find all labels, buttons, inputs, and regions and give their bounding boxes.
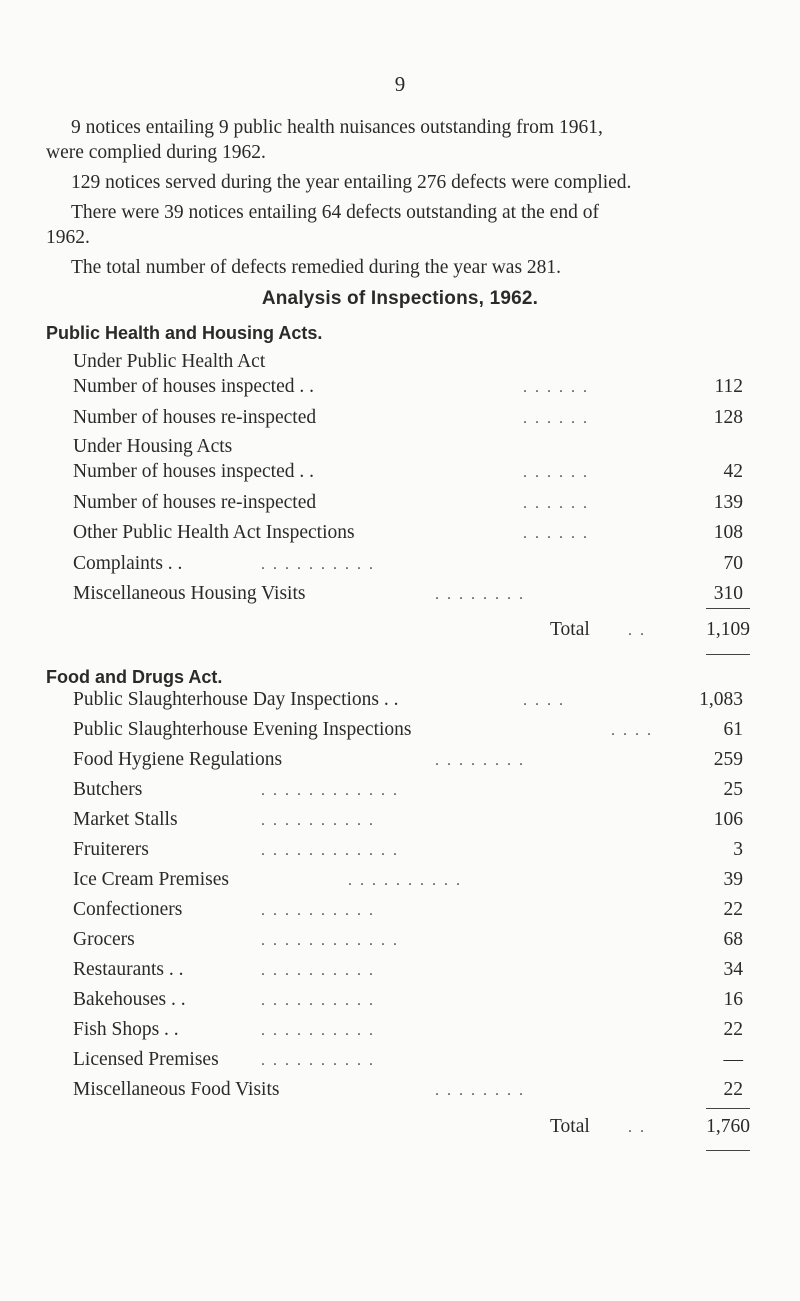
row-label: Number of houses inspected . .	[73, 376, 314, 397]
table-row	[73, 959, 743, 989]
table-row	[73, 989, 743, 1019]
row-value: 68	[723, 929, 743, 950]
total-value: 1,109	[706, 619, 750, 640]
total-rule	[706, 654, 750, 655]
row-value: 42	[723, 461, 743, 482]
leader-dots: . . . .	[523, 692, 565, 709]
row-label: Food Hygiene Regulations	[73, 749, 283, 770]
row-value: 310	[713, 583, 743, 604]
table-row	[73, 809, 743, 839]
leader-dots: . . . . . . . . . .	[261, 556, 375, 573]
row-label: Fish Shops . .	[73, 1019, 179, 1040]
row-label: Number of houses re-inspected	[73, 407, 317, 428]
leader-dots: . . . . . . . . . .	[261, 992, 375, 1009]
table-row	[73, 689, 743, 719]
table-row	[73, 1079, 743, 1109]
table-row	[73, 376, 743, 406]
row-label: Bakehouses . .	[73, 989, 186, 1010]
table-row	[73, 583, 743, 613]
row-label: Fruiterers	[73, 839, 149, 860]
total-rule	[706, 1150, 750, 1151]
leader-dots: . . . . . .	[523, 379, 589, 396]
leader-dots: . . . .	[611, 722, 653, 739]
table-row	[73, 1049, 743, 1079]
row-value: 70	[723, 553, 743, 574]
leader-dots: . . . . . . . . . .	[261, 962, 375, 979]
row-label: Butchers	[73, 779, 143, 800]
table-row	[73, 1019, 743, 1049]
public-health-heading: Public Health and Housing Acts.	[46, 323, 323, 343]
row-value: 139	[713, 492, 743, 513]
row-value: 1,083	[699, 689, 743, 710]
row-label: Ice Cream Premises	[73, 869, 229, 890]
leader-dots: . . . . . . . . . . . .	[261, 842, 399, 859]
row-value: 22	[723, 1019, 743, 1040]
row-value: 3	[733, 839, 743, 860]
table-row	[73, 839, 743, 869]
leader-dots: . . . . . .	[523, 525, 589, 542]
row-value: —	[723, 1049, 743, 1070]
total-value: 1,760	[706, 1116, 750, 1137]
paragraph-defects-remedied: The total number of defects remedied during the year was 281.	[71, 257, 562, 278]
table-row	[73, 869, 743, 899]
row-label: Miscellaneous Housing Visits	[73, 583, 306, 604]
food-drugs-heading: Food and Drugs Act.	[46, 667, 223, 687]
row-value: 106	[713, 809, 743, 830]
leader-dots: . . . . . .	[523, 410, 589, 427]
public-health-act-subheading: Under Public Health Act	[73, 351, 266, 372]
row-label: Market Stalls	[73, 809, 178, 830]
paragraph-notices-1961-cont: were complied during 1962.	[46, 142, 266, 163]
leader-dots: . . . . . . . .	[435, 752, 525, 769]
table-row	[73, 929, 743, 959]
subtotal-rule	[706, 608, 750, 609]
leader-dots: . . . . . .	[523, 495, 589, 512]
leader-dots: . . . . . . . . . .	[261, 812, 375, 829]
row-value: 128	[713, 407, 743, 428]
leader-dots: . .	[628, 1119, 646, 1136]
paragraph-notices-outstanding-cont: 1962.	[46, 227, 90, 248]
leader-dots: . . . . . . . . . .	[261, 1022, 375, 1039]
leader-dots: . .	[628, 622, 646, 639]
row-label: Restaurants . .	[73, 959, 184, 980]
row-value: 34	[723, 959, 743, 980]
paragraph-notices-served: 129 notices served during the year entailing 276 defects were complied.	[71, 172, 632, 193]
housing-acts-subheading: Under Housing Acts	[73, 436, 233, 457]
row-value: 259	[713, 749, 743, 770]
table-row	[73, 461, 743, 491]
leader-dots: . . . . . . . . . . . .	[261, 932, 399, 949]
table-row	[73, 719, 743, 749]
leader-dots: . . . . . . . .	[435, 1082, 525, 1099]
row-value: 22	[723, 1079, 743, 1100]
analysis-title: Analysis of Inspections, 1962.	[261, 288, 539, 309]
row-value: 22	[723, 899, 743, 920]
page-number: 9	[394, 72, 406, 96]
table-row	[73, 553, 743, 583]
table-row	[73, 779, 743, 809]
row-value: 16	[723, 989, 743, 1010]
row-value: 25	[723, 779, 743, 800]
leader-dots: . . . . . . . . . .	[261, 1052, 375, 1069]
row-label: Complaints . .	[73, 553, 183, 574]
leader-dots: . . . . . . . .	[435, 586, 525, 603]
row-label: Number of houses inspected . .	[73, 461, 314, 482]
leader-dots: . . . . . . . . . .	[348, 872, 462, 889]
paragraph-notices-outstanding: There were 39 notices entailing 64 defects outstanding at the end of	[71, 202, 599, 223]
row-label: Public Slaughterhouse Day Inspections . .	[73, 689, 399, 710]
total-label: Total	[550, 1116, 590, 1137]
row-value: 108	[713, 522, 743, 543]
leader-dots: . . . . . . . . . .	[261, 902, 375, 919]
row-label: Licensed Premises	[73, 1049, 219, 1070]
table-row	[73, 407, 743, 437]
row-value: 61	[723, 719, 743, 740]
row-label: Grocers	[73, 929, 135, 950]
paragraph-notices-1961: 9 notices entailing 9 public health nuisances outstanding from 1961,	[71, 117, 603, 138]
table-row	[73, 492, 743, 522]
subtotal-rule	[706, 1108, 750, 1109]
table-row	[73, 522, 743, 552]
row-label: Public Slaughterhouse Evening Inspections	[73, 719, 412, 740]
row-value: 112	[714, 376, 743, 397]
row-label: Number of houses re-inspected	[73, 492, 317, 513]
row-value: 39	[723, 869, 743, 890]
row-label: Other Public Health Act Inspections	[73, 522, 355, 543]
table-row	[73, 749, 743, 779]
leader-dots: . . . . . . . . . . . .	[261, 782, 399, 799]
row-label: Miscellaneous Food Visits	[73, 1079, 280, 1100]
leader-dots: . . . . . .	[523, 464, 589, 481]
table-row	[73, 899, 743, 929]
row-label: Confectioners	[73, 899, 183, 920]
total-label: Total	[550, 619, 590, 640]
